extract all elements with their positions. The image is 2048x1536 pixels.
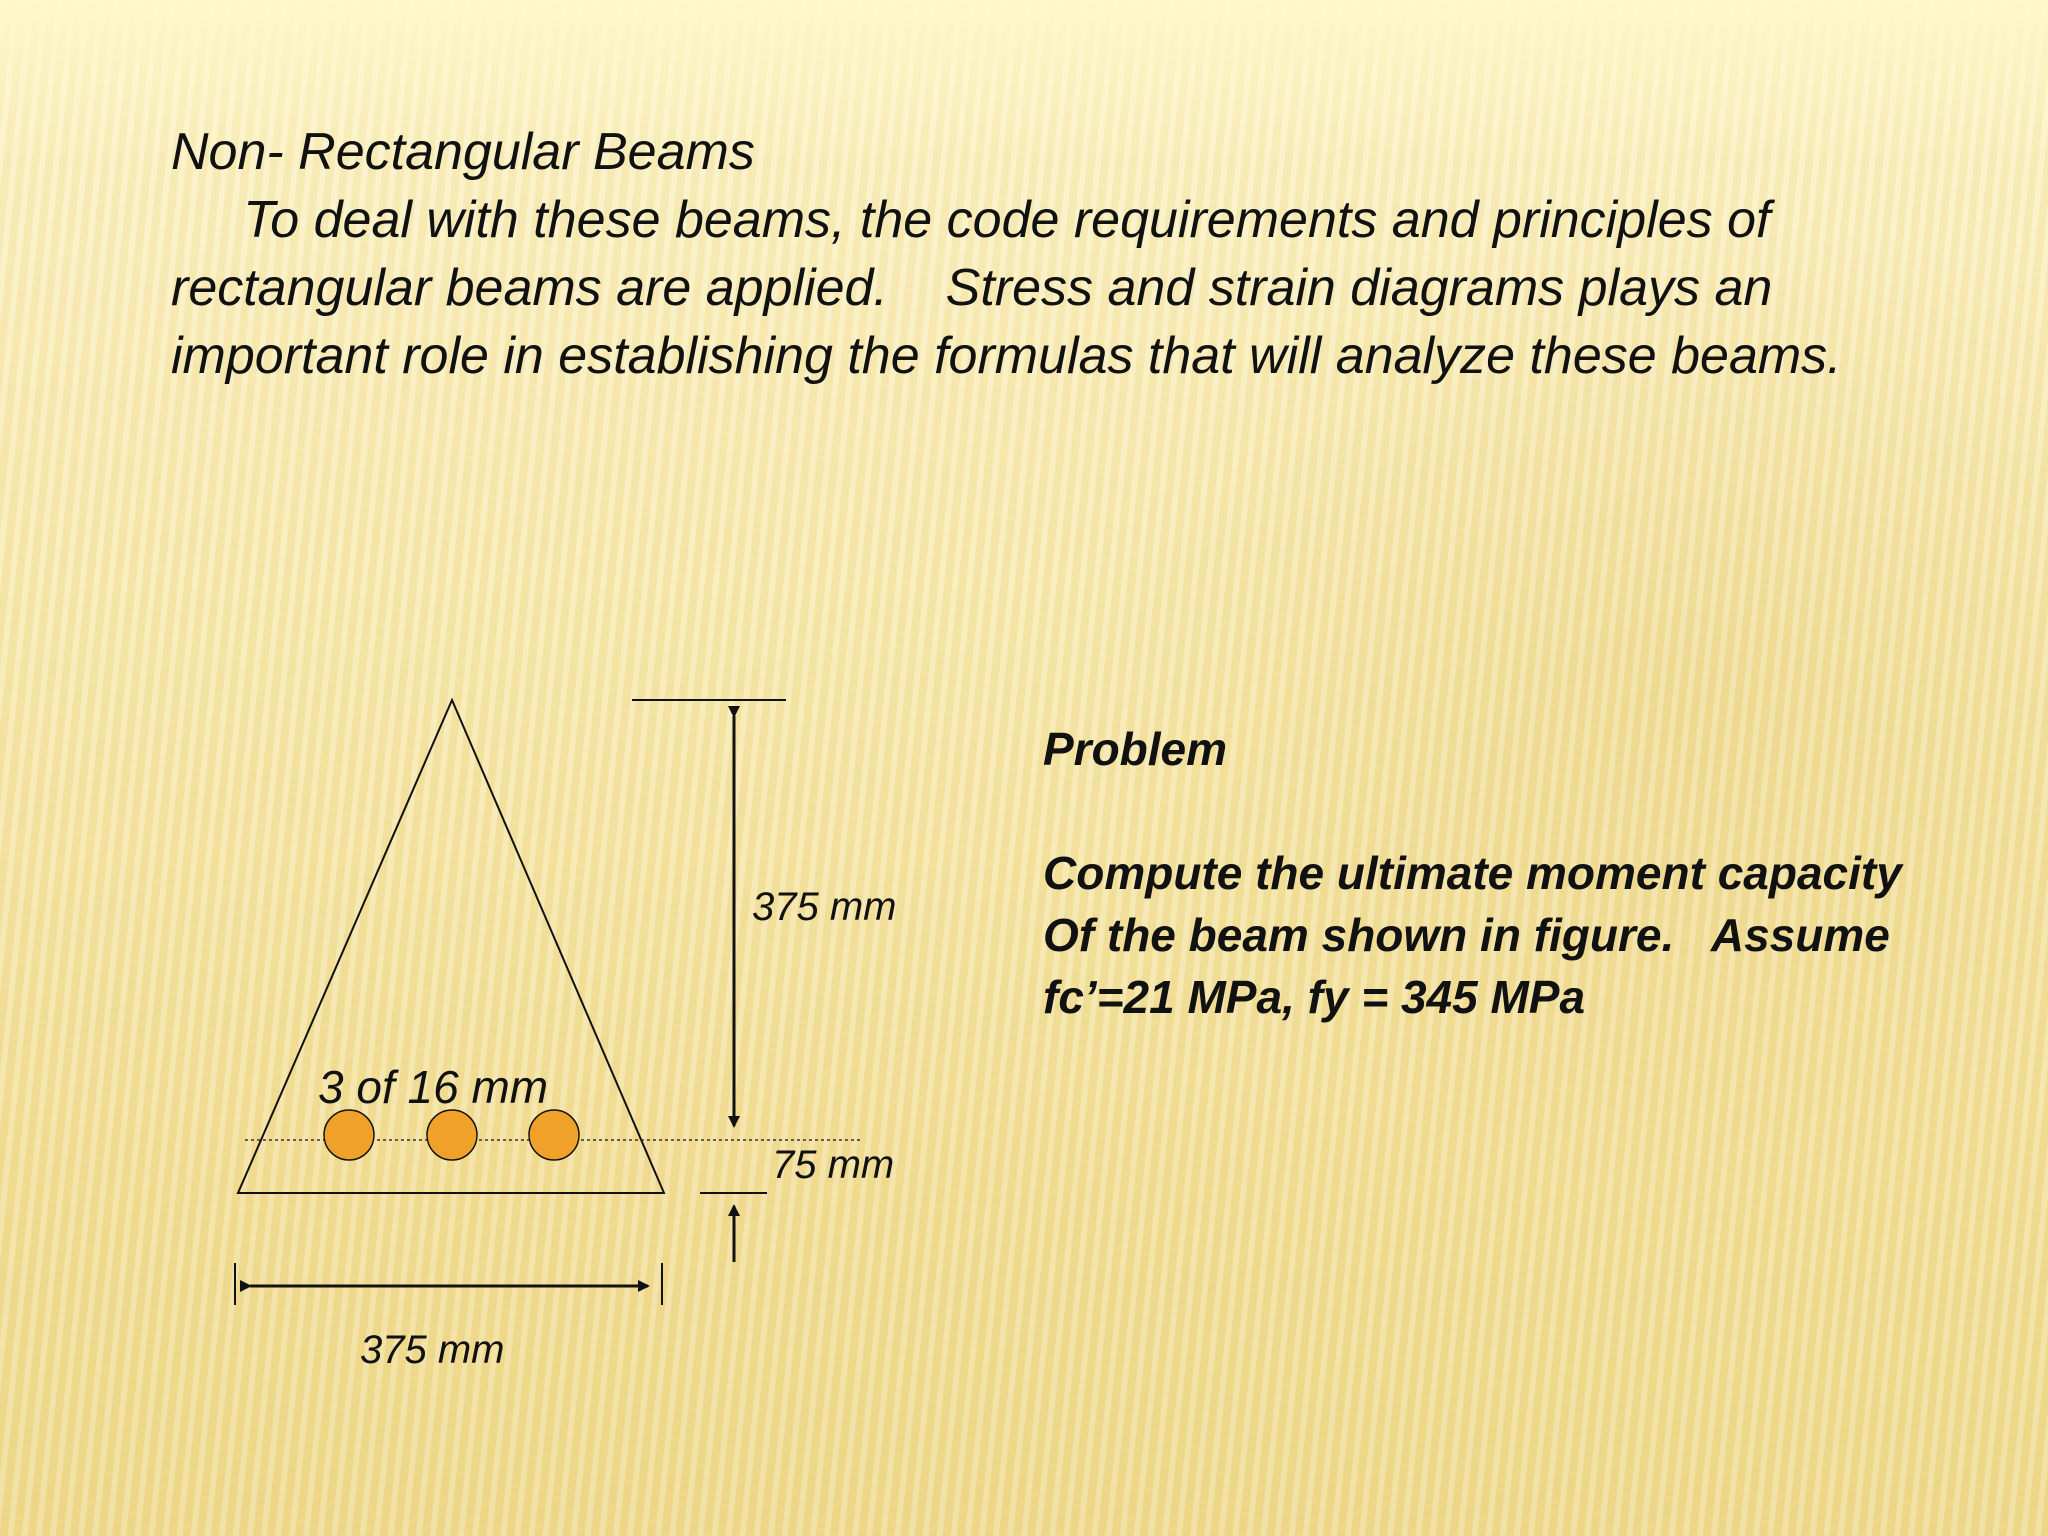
rebar-circle [427,1110,477,1160]
base-label: 375 mm [360,1328,505,1372]
problem-line: fc’=21 MPa, fy = 345 MPa [1043,971,1586,1023]
rebar-circle [529,1110,579,1160]
problem-line: Of the beam shown in figure. Assume [1043,909,1890,961]
rebar-circle [324,1110,374,1160]
problem-line: Compute the ultimate moment capacity [1043,847,1902,899]
height-label: 375 mm [752,885,897,929]
slide-heading: Non- Rectangular Beams [171,123,755,181]
slide-paragraph: To deal with these beams, the code requirements and principles of rectangular beams are applied. Stress and strain diagrams plays an important role in establishing the formulas that will analyze these beams. [171,191,1842,385]
rebar-group [324,1110,579,1160]
cover-label: 75 mm [772,1143,895,1187]
problem-statement [1043,718,2033,1028]
bars-label: 3 of 16 mm [318,1061,549,1113]
problem-title: Problem [1043,723,1228,775]
